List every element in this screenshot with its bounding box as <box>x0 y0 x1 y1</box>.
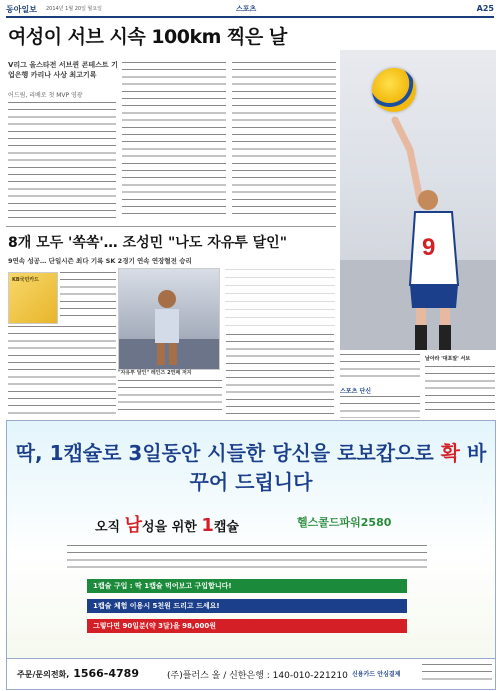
article1-body-col1 <box>8 102 116 220</box>
volleyball-photo <box>340 50 496 350</box>
ad-offer-2: 1캡슐 체험 이용시 5천원 드리고 드세요! <box>87 599 407 613</box>
volleyball-ball <box>372 68 416 112</box>
kb-card-logo-text: KB국민카드 <box>12 277 40 283</box>
basketball-photo <box>118 268 220 370</box>
photo-caption-title: 날아라 '대포알' 서브 <box>425 356 471 362</box>
ad-headline-text: 딱, 1캡슐로 3일동안 시들한 당신을 로보캅으로 <box>15 441 434 465</box>
article1-body-col3 <box>232 62 336 220</box>
paper-name: 동아일보 <box>6 4 37 14</box>
ad-phone-label: 주문/문의전화, <box>17 670 70 679</box>
volleyball-player-illustration <box>340 50 496 350</box>
ad-offer-1: 1캡슐 구입 : 딱 1캡슐 먹어보고 구입합니다! <box>87 579 407 593</box>
ad-headline-suffix: 바꾸어 드립니다 <box>189 441 487 494</box>
ad-offer-3: 그렇다면 90일분(약 3달)을 98,000원 <box>87 619 407 633</box>
ad-badge: 신용카드 안심결제 <box>352 671 401 678</box>
table-row <box>225 270 335 278</box>
ad-headline-highlight: 확 <box>440 441 460 465</box>
ad-headline <box>7 437 495 495</box>
table-row <box>225 278 335 286</box>
photo-side-text <box>340 354 420 382</box>
ad-tagline-count: 1 <box>201 515 214 536</box>
article1-body-col2 <box>122 62 226 220</box>
basketball-player-illustration <box>119 269 219 369</box>
sidebar-body <box>340 396 420 418</box>
ad-footer <box>7 658 495 689</box>
masthead <box>6 4 494 18</box>
ad-tagline-word: 남 <box>124 515 143 536</box>
article1-headline: 여성이 서브 시속 100km 찍은 날 <box>8 26 287 48</box>
table-row <box>225 318 335 326</box>
table-row <box>225 302 335 310</box>
ad-fineprint <box>67 545 427 569</box>
article2-headline: 8개 모두 '쏙쏙'… 조성민 "나도 자유투 달인" <box>8 235 288 251</box>
basketball-photo-caption: "자유투 달인" 레인즈 2연패 저지 <box>118 370 192 376</box>
article2-intro-col <box>60 272 116 322</box>
svg-text:9: 9 <box>422 234 436 261</box>
table-row <box>225 262 335 270</box>
section-name: 스포츠 <box>236 5 257 13</box>
article2-subheadline: 9연속 성공… 단일시즌 최다 기록 SK 2경기 연속 연장혈전 승리 <box>8 257 192 265</box>
sidebar-title: 스포츠 단신 <box>340 388 372 395</box>
table-row <box>225 310 335 318</box>
kb-card-logo <box>8 272 58 324</box>
ad-tagline <box>95 511 239 537</box>
article2-body-col2 <box>118 380 222 416</box>
section-divider <box>6 226 336 227</box>
standings-table <box>225 262 335 332</box>
table-row <box>225 294 335 302</box>
ad-footer-fineprint <box>422 664 492 684</box>
article1-subheadline: V리그 올스타전 서브퀸 콘테스트 기업은행 카리나 사상 최고기록 <box>8 61 118 79</box>
issue-date: 2014년 1월 20일 월요일 <box>46 6 103 12</box>
ad-phone[interactable] <box>17 667 139 680</box>
ad-tagline-unit: 캡슐 <box>213 520 239 535</box>
table-row <box>225 286 335 294</box>
ad-company: (주)플러스 올 / 신한은행 : 140-010-221210 <box>167 671 348 681</box>
health-supplement-ad[interactable] <box>6 420 496 690</box>
ad-phone-number: 1566-4789 <box>73 667 139 680</box>
page-number: A25 <box>476 4 494 13</box>
ad-tagline-prefix: 오직 <box>95 520 121 535</box>
article1-byline: 어드림, 리베로 첫 MVP 영광 <box>8 92 83 99</box>
ad-brand: 헬스콜드파워2580 <box>297 516 392 529</box>
article2-body-col1 <box>8 326 116 418</box>
photo-caption-body <box>425 366 495 416</box>
ad-tagline-suffix: 성을 위한 <box>142 520 197 535</box>
ad-fineprint-lines <box>67 545 427 569</box>
article2-body-col3 <box>226 334 334 416</box>
